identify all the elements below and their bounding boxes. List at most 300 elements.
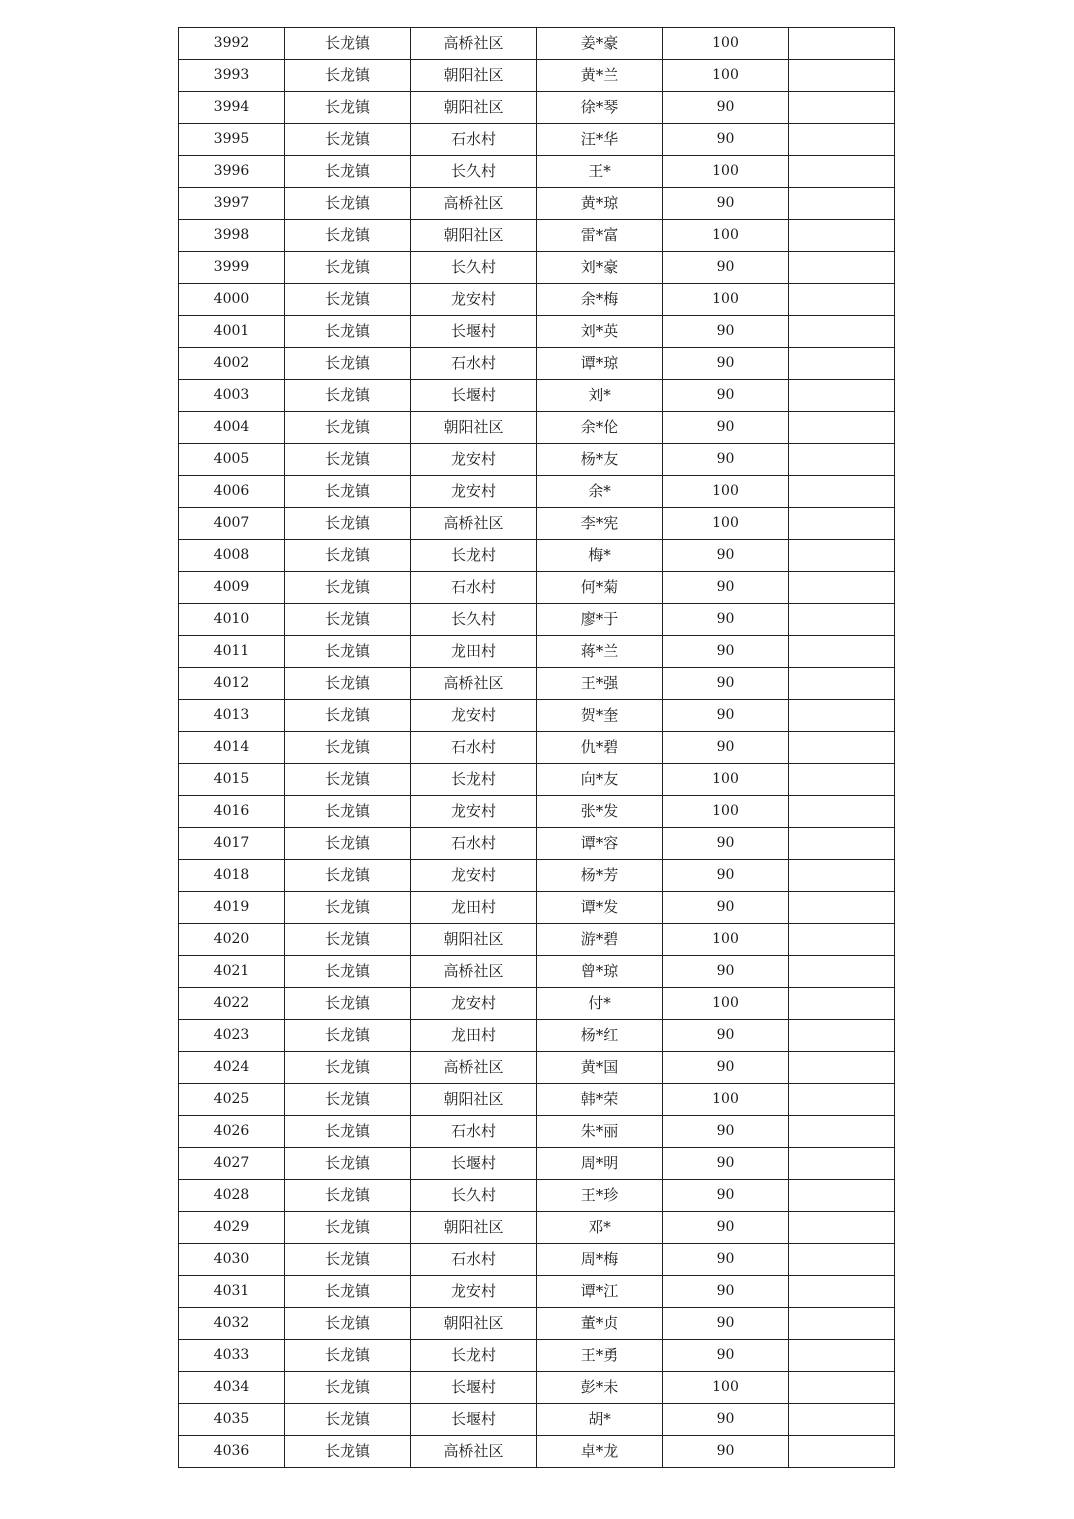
amount-cell: 90 — [663, 668, 789, 700]
remark-cell — [789, 348, 895, 380]
serial-number-cell: 4024 — [179, 1052, 285, 1084]
town-cell: 长龙镇 — [285, 188, 411, 220]
name-cell: 黄*兰 — [537, 60, 663, 92]
remark-cell — [789, 252, 895, 284]
remark-cell — [789, 1180, 895, 1212]
remark-cell — [789, 1340, 895, 1372]
serial-number-cell: 4029 — [179, 1212, 285, 1244]
name-cell: 韩*荣 — [537, 1084, 663, 1116]
town-cell: 长龙镇 — [285, 1276, 411, 1308]
serial-number-cell: 3993 — [179, 60, 285, 92]
remark-cell — [789, 572, 895, 604]
amount-cell: 90 — [663, 92, 789, 124]
village-cell: 高桥社区 — [411, 1052, 537, 1084]
village-cell: 长久村 — [411, 156, 537, 188]
town-cell: 长龙镇 — [285, 540, 411, 572]
table-row — [179, 636, 895, 668]
town-cell: 长龙镇 — [285, 1244, 411, 1276]
amount-cell: 100 — [663, 924, 789, 956]
town-cell: 长龙镇 — [285, 1436, 411, 1468]
village-cell: 高桥社区 — [411, 668, 537, 700]
table-row — [179, 988, 895, 1020]
remark-cell — [789, 700, 895, 732]
amount-cell: 90 — [663, 124, 789, 156]
remark-cell — [789, 1020, 895, 1052]
name-cell: 付* — [537, 988, 663, 1020]
serial-number-cell: 4018 — [179, 860, 285, 892]
village-cell: 朝阳社区 — [411, 412, 537, 444]
name-cell: 姜*豪 — [537, 28, 663, 60]
serial-number-cell: 4006 — [179, 476, 285, 508]
name-cell: 谭*容 — [537, 828, 663, 860]
remark-cell — [789, 1276, 895, 1308]
name-cell: 卓*龙 — [537, 1436, 663, 1468]
town-cell: 长龙镇 — [285, 892, 411, 924]
name-cell: 彭*未 — [537, 1372, 663, 1404]
serial-number-cell: 4003 — [179, 380, 285, 412]
name-cell: 刘*豪 — [537, 252, 663, 284]
name-cell: 刘* — [537, 380, 663, 412]
remark-cell — [789, 956, 895, 988]
town-cell: 长龙镇 — [285, 412, 411, 444]
table-row — [179, 1308, 895, 1340]
town-cell: 长龙镇 — [285, 1148, 411, 1180]
remark-cell — [789, 1308, 895, 1340]
serial-number-cell: 4010 — [179, 604, 285, 636]
town-cell: 长龙镇 — [285, 700, 411, 732]
table-row — [179, 572, 895, 604]
name-cell: 汪*华 — [537, 124, 663, 156]
village-cell: 长久村 — [411, 1180, 537, 1212]
remark-cell — [789, 124, 895, 156]
table-row — [179, 92, 895, 124]
serial-number-cell: 4005 — [179, 444, 285, 476]
name-cell: 黄*国 — [537, 1052, 663, 1084]
amount-cell: 100 — [663, 508, 789, 540]
serial-number-cell: 4028 — [179, 1180, 285, 1212]
name-cell: 王*珍 — [537, 1180, 663, 1212]
serial-number-cell: 4026 — [179, 1116, 285, 1148]
remark-cell — [789, 60, 895, 92]
amount-cell: 90 — [663, 1116, 789, 1148]
name-cell: 杨*友 — [537, 444, 663, 476]
serial-number-cell: 4031 — [179, 1276, 285, 1308]
village-cell: 朝阳社区 — [411, 1212, 537, 1244]
town-cell: 长龙镇 — [285, 252, 411, 284]
town-cell: 长龙镇 — [285, 636, 411, 668]
name-cell: 余* — [537, 476, 663, 508]
table-row — [179, 1084, 895, 1116]
remark-cell — [789, 764, 895, 796]
serial-number-cell: 4013 — [179, 700, 285, 732]
amount-cell: 100 — [663, 1084, 789, 1116]
amount-cell: 100 — [663, 988, 789, 1020]
village-cell: 长龙村 — [411, 764, 537, 796]
remark-cell — [789, 1436, 895, 1468]
table-row — [179, 1148, 895, 1180]
village-cell: 石水村 — [411, 124, 537, 156]
amount-cell: 100 — [663, 156, 789, 188]
village-cell: 石水村 — [411, 828, 537, 860]
table-row — [179, 700, 895, 732]
amount-cell: 100 — [663, 60, 789, 92]
amount-cell: 90 — [663, 860, 789, 892]
amount-cell: 90 — [663, 828, 789, 860]
remark-cell — [789, 988, 895, 1020]
amount-cell: 90 — [663, 444, 789, 476]
data-table — [178, 27, 895, 1468]
remark-cell — [789, 828, 895, 860]
name-cell: 何*菊 — [537, 572, 663, 604]
name-cell: 杨*红 — [537, 1020, 663, 1052]
amount-cell: 90 — [663, 1212, 789, 1244]
name-cell: 谭*江 — [537, 1276, 663, 1308]
name-cell: 游*碧 — [537, 924, 663, 956]
name-cell: 杨*芳 — [537, 860, 663, 892]
remark-cell — [789, 604, 895, 636]
remark-cell — [789, 316, 895, 348]
table-row — [179, 508, 895, 540]
village-cell: 龙田村 — [411, 892, 537, 924]
table-row — [179, 1212, 895, 1244]
table-row — [179, 1244, 895, 1276]
village-cell: 高桥社区 — [411, 28, 537, 60]
amount-cell: 90 — [663, 604, 789, 636]
amount-cell: 90 — [663, 380, 789, 412]
table-row — [179, 1404, 895, 1436]
name-cell: 朱*丽 — [537, 1116, 663, 1148]
name-cell: 仇*碧 — [537, 732, 663, 764]
remark-cell — [789, 732, 895, 764]
remark-cell — [789, 1212, 895, 1244]
remark-cell — [789, 476, 895, 508]
amount-cell: 90 — [663, 572, 789, 604]
remark-cell — [789, 92, 895, 124]
serial-number-cell: 4014 — [179, 732, 285, 764]
village-cell: 石水村 — [411, 348, 537, 380]
table-row — [179, 1436, 895, 1468]
amount-cell: 90 — [663, 892, 789, 924]
town-cell: 长龙镇 — [285, 828, 411, 860]
village-cell: 朝阳社区 — [411, 1308, 537, 1340]
town-cell: 长龙镇 — [285, 28, 411, 60]
remark-cell — [789, 892, 895, 924]
serial-number-cell: 4021 — [179, 956, 285, 988]
remark-cell — [789, 540, 895, 572]
town-cell: 长龙镇 — [285, 476, 411, 508]
village-cell: 高桥社区 — [411, 188, 537, 220]
table-row — [179, 412, 895, 444]
serial-number-cell: 4011 — [179, 636, 285, 668]
table-row — [179, 284, 895, 316]
name-cell: 徐*琴 — [537, 92, 663, 124]
name-cell: 李*宪 — [537, 508, 663, 540]
amount-cell: 90 — [663, 700, 789, 732]
village-cell: 长龙村 — [411, 540, 537, 572]
table-row — [179, 444, 895, 476]
village-cell: 龙安村 — [411, 988, 537, 1020]
table-row — [179, 348, 895, 380]
amount-cell: 90 — [663, 1052, 789, 1084]
remark-cell — [789, 1052, 895, 1084]
serial-number-cell: 4027 — [179, 1148, 285, 1180]
town-cell: 长龙镇 — [285, 380, 411, 412]
town-cell: 长龙镇 — [285, 1404, 411, 1436]
amount-cell: 90 — [663, 540, 789, 572]
amount-cell: 100 — [663, 28, 789, 60]
village-cell: 朝阳社区 — [411, 92, 537, 124]
town-cell: 长龙镇 — [285, 348, 411, 380]
table-row — [179, 764, 895, 796]
amount-cell: 90 — [663, 732, 789, 764]
serial-number-cell: 4008 — [179, 540, 285, 572]
serial-number-cell: 4019 — [179, 892, 285, 924]
town-cell: 长龙镇 — [285, 668, 411, 700]
name-cell: 胡* — [537, 1404, 663, 1436]
table-row — [179, 604, 895, 636]
serial-number-cell: 4001 — [179, 316, 285, 348]
village-cell: 石水村 — [411, 572, 537, 604]
town-cell: 长龙镇 — [285, 92, 411, 124]
table-row — [179, 796, 895, 828]
table-row — [179, 1180, 895, 1212]
name-cell: 王* — [537, 156, 663, 188]
name-cell: 蒋*兰 — [537, 636, 663, 668]
amount-cell: 90 — [663, 1244, 789, 1276]
serial-number-cell: 4030 — [179, 1244, 285, 1276]
name-cell: 周*明 — [537, 1148, 663, 1180]
village-cell: 长龙村 — [411, 1340, 537, 1372]
town-cell: 长龙镇 — [285, 1372, 411, 1404]
table-row — [179, 252, 895, 284]
town-cell: 长龙镇 — [285, 156, 411, 188]
remark-cell — [789, 924, 895, 956]
table-row — [179, 924, 895, 956]
serial-number-cell: 3998 — [179, 220, 285, 252]
remark-cell — [789, 284, 895, 316]
amount-cell: 100 — [663, 284, 789, 316]
village-cell: 长堰村 — [411, 380, 537, 412]
village-cell: 龙安村 — [411, 796, 537, 828]
name-cell: 余*伦 — [537, 412, 663, 444]
name-cell: 王*强 — [537, 668, 663, 700]
amount-cell: 100 — [663, 220, 789, 252]
name-cell: 廖*于 — [537, 604, 663, 636]
name-cell: 张*发 — [537, 796, 663, 828]
town-cell: 长龙镇 — [285, 1212, 411, 1244]
town-cell: 长龙镇 — [285, 1180, 411, 1212]
serial-number-cell: 3994 — [179, 92, 285, 124]
table-row — [179, 1020, 895, 1052]
serial-number-cell: 4004 — [179, 412, 285, 444]
village-cell: 朝阳社区 — [411, 924, 537, 956]
serial-number-cell: 4033 — [179, 1340, 285, 1372]
village-cell: 龙安村 — [411, 444, 537, 476]
remark-cell — [789, 380, 895, 412]
serial-number-cell: 4035 — [179, 1404, 285, 1436]
serial-number-cell: 4023 — [179, 1020, 285, 1052]
serial-number-cell: 3999 — [179, 252, 285, 284]
serial-number-cell: 3997 — [179, 188, 285, 220]
name-cell: 梅* — [537, 540, 663, 572]
village-cell: 长久村 — [411, 252, 537, 284]
village-cell: 高桥社区 — [411, 508, 537, 540]
remark-cell — [789, 796, 895, 828]
amount-cell: 90 — [663, 1308, 789, 1340]
village-cell: 长堰村 — [411, 1372, 537, 1404]
table-row — [179, 188, 895, 220]
village-cell: 石水村 — [411, 1116, 537, 1148]
amount-cell: 90 — [663, 636, 789, 668]
amount-cell: 90 — [663, 1436, 789, 1468]
table-row — [179, 892, 895, 924]
village-cell: 石水村 — [411, 732, 537, 764]
remark-cell — [789, 1404, 895, 1436]
table-row — [179, 828, 895, 860]
serial-number-cell: 4025 — [179, 1084, 285, 1116]
village-cell: 长堰村 — [411, 316, 537, 348]
table-body — [179, 28, 895, 1468]
table-row — [179, 28, 895, 60]
village-cell: 龙田村 — [411, 636, 537, 668]
village-cell: 高桥社区 — [411, 956, 537, 988]
remark-cell — [789, 668, 895, 700]
table-row — [179, 124, 895, 156]
serial-number-cell: 4034 — [179, 1372, 285, 1404]
town-cell: 长龙镇 — [285, 924, 411, 956]
village-cell: 朝阳社区 — [411, 220, 537, 252]
amount-cell: 100 — [663, 1372, 789, 1404]
town-cell: 长龙镇 — [285, 1308, 411, 1340]
amount-cell: 90 — [663, 1148, 789, 1180]
name-cell: 贺*奎 — [537, 700, 663, 732]
town-cell: 长龙镇 — [285, 124, 411, 156]
town-cell: 长龙镇 — [285, 1020, 411, 1052]
amount-cell: 100 — [663, 476, 789, 508]
serial-number-cell: 4012 — [179, 668, 285, 700]
village-cell: 龙安村 — [411, 476, 537, 508]
remark-cell — [789, 1116, 895, 1148]
remark-cell — [789, 188, 895, 220]
name-cell: 谭*发 — [537, 892, 663, 924]
table-row — [179, 60, 895, 92]
remark-cell — [789, 28, 895, 60]
amount-cell: 100 — [663, 796, 789, 828]
serial-number-cell: 4017 — [179, 828, 285, 860]
name-cell: 雷*富 — [537, 220, 663, 252]
town-cell: 长龙镇 — [285, 860, 411, 892]
table-row — [179, 476, 895, 508]
name-cell: 董*贞 — [537, 1308, 663, 1340]
town-cell: 长龙镇 — [285, 220, 411, 252]
table-row — [179, 1372, 895, 1404]
village-cell: 龙安村 — [411, 700, 537, 732]
amount-cell: 90 — [663, 1404, 789, 1436]
village-cell: 长堰村 — [411, 1148, 537, 1180]
serial-number-cell: 4032 — [179, 1308, 285, 1340]
name-cell: 黄*琼 — [537, 188, 663, 220]
amount-cell: 90 — [663, 252, 789, 284]
village-cell: 龙安村 — [411, 284, 537, 316]
town-cell: 长龙镇 — [285, 1084, 411, 1116]
name-cell: 谭*琼 — [537, 348, 663, 380]
amount-cell: 90 — [663, 1276, 789, 1308]
town-cell: 长龙镇 — [285, 284, 411, 316]
town-cell: 长龙镇 — [285, 572, 411, 604]
remark-cell — [789, 220, 895, 252]
amount-cell: 90 — [663, 1340, 789, 1372]
village-cell: 龙安村 — [411, 860, 537, 892]
amount-cell: 90 — [663, 412, 789, 444]
town-cell: 长龙镇 — [285, 444, 411, 476]
town-cell: 长龙镇 — [285, 988, 411, 1020]
table-row — [179, 1340, 895, 1372]
serial-number-cell: 4016 — [179, 796, 285, 828]
village-cell: 朝阳社区 — [411, 60, 537, 92]
village-cell: 石水村 — [411, 1244, 537, 1276]
table-row — [179, 220, 895, 252]
remark-cell — [789, 412, 895, 444]
town-cell: 长龙镇 — [285, 604, 411, 636]
table-row — [179, 1276, 895, 1308]
name-cell: 余*梅 — [537, 284, 663, 316]
table-row — [179, 380, 895, 412]
amount-cell: 100 — [663, 764, 789, 796]
town-cell: 长龙镇 — [285, 732, 411, 764]
town-cell: 长龙镇 — [285, 1340, 411, 1372]
table-row — [179, 732, 895, 764]
table-row — [179, 156, 895, 188]
table-row — [179, 540, 895, 572]
town-cell: 长龙镇 — [285, 1116, 411, 1148]
remark-cell — [789, 508, 895, 540]
serial-number-cell: 4009 — [179, 572, 285, 604]
remark-cell — [789, 156, 895, 188]
table-row — [179, 860, 895, 892]
remark-cell — [789, 636, 895, 668]
village-cell: 长久村 — [411, 604, 537, 636]
serial-number-cell: 4020 — [179, 924, 285, 956]
serial-number-cell: 4036 — [179, 1436, 285, 1468]
table-row — [179, 316, 895, 348]
town-cell: 长龙镇 — [285, 764, 411, 796]
serial-number-cell: 3996 — [179, 156, 285, 188]
serial-number-cell: 4000 — [179, 284, 285, 316]
remark-cell — [789, 1148, 895, 1180]
name-cell: 曾*琼 — [537, 956, 663, 988]
village-cell: 长堰村 — [411, 1404, 537, 1436]
remark-cell — [789, 860, 895, 892]
town-cell: 长龙镇 — [285, 796, 411, 828]
name-cell: 王*勇 — [537, 1340, 663, 1372]
serial-number-cell: 4007 — [179, 508, 285, 540]
table-row — [179, 1052, 895, 1084]
village-cell: 高桥社区 — [411, 1436, 537, 1468]
serial-number-cell: 4002 — [179, 348, 285, 380]
amount-cell: 90 — [663, 1020, 789, 1052]
serial-number-cell: 3992 — [179, 28, 285, 60]
town-cell: 长龙镇 — [285, 1052, 411, 1084]
table-row — [179, 1116, 895, 1148]
name-cell: 刘*英 — [537, 316, 663, 348]
serial-number-cell: 3995 — [179, 124, 285, 156]
amount-cell: 90 — [663, 1180, 789, 1212]
amount-cell: 90 — [663, 956, 789, 988]
remark-cell — [789, 444, 895, 476]
table-row — [179, 668, 895, 700]
name-cell: 邓* — [537, 1212, 663, 1244]
amount-cell: 90 — [663, 348, 789, 380]
